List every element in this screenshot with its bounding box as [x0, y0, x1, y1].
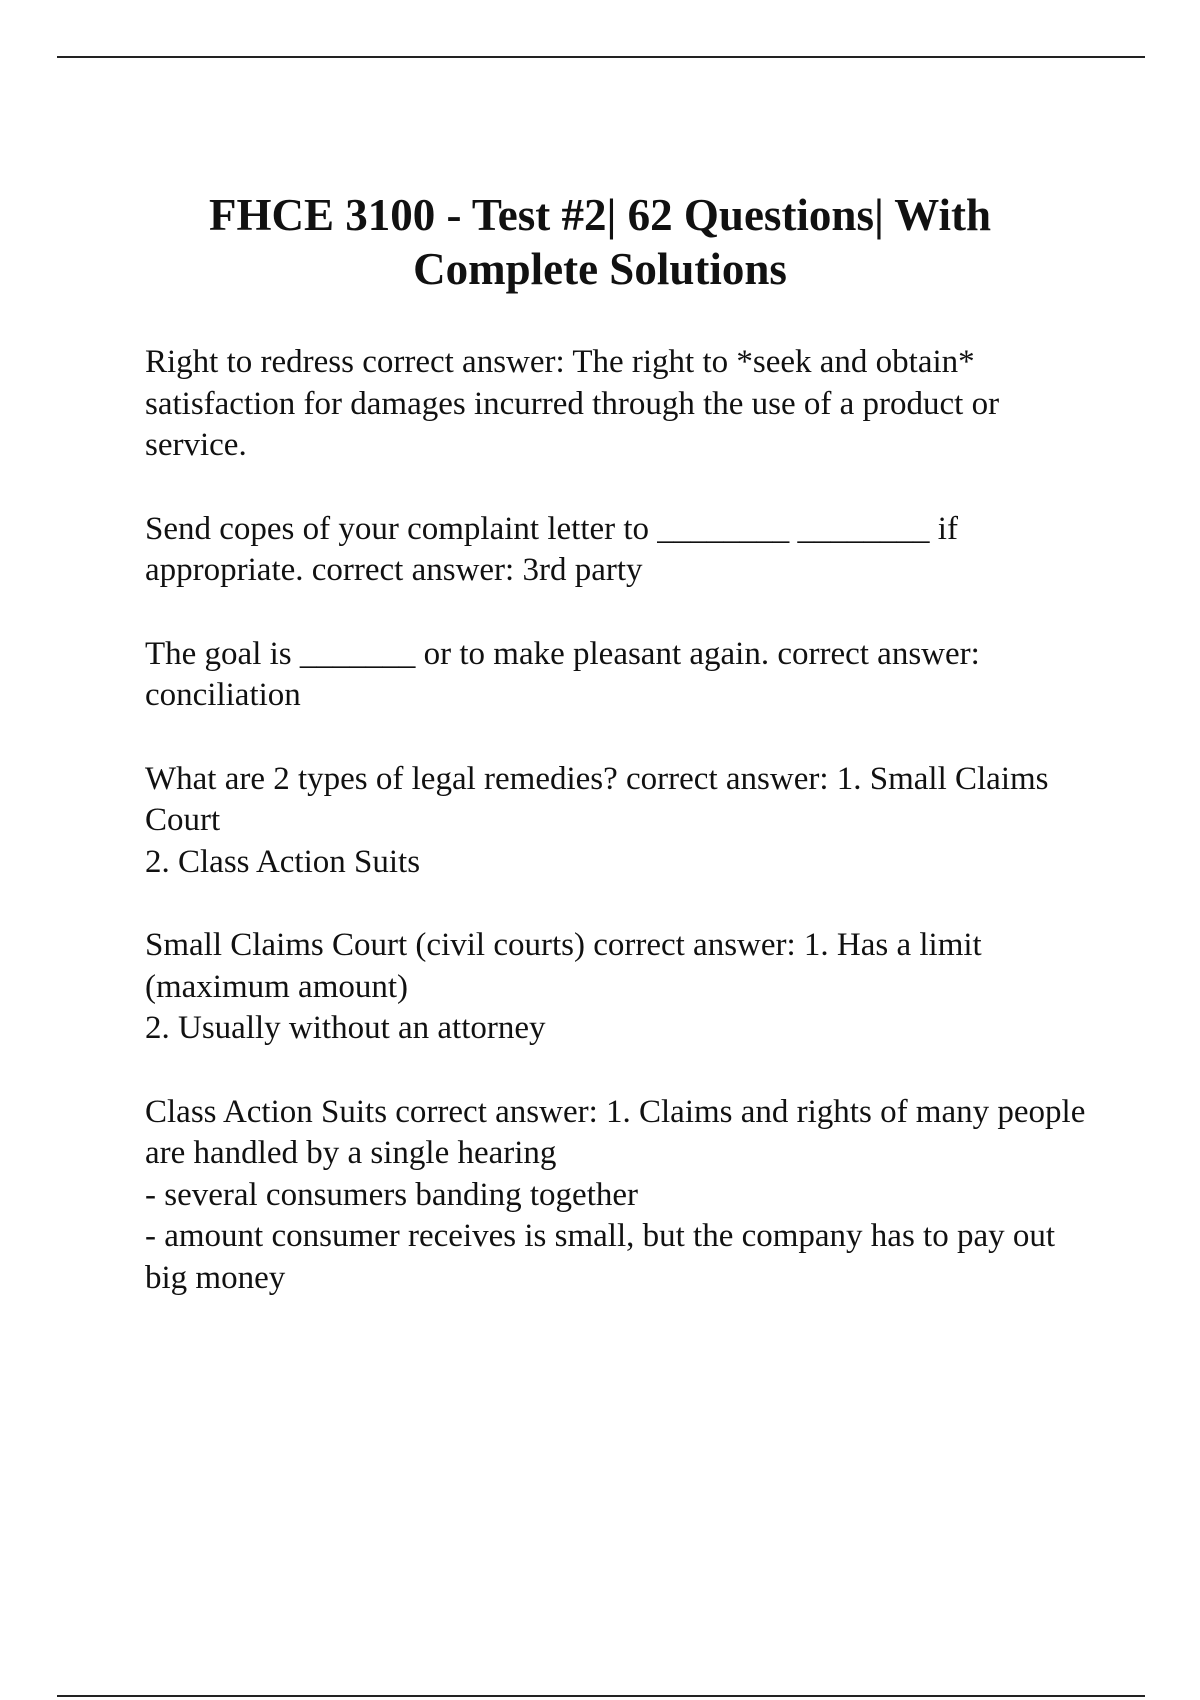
qa-entry-complaint-letter: Send copes of your complaint letter to ________ ________ if appropriate. correct answer: 3rd party [145, 510, 958, 588]
qa-entry-goal-conciliation: The goal is _______ or to make pleasant again. correct answer: conciliation [145, 635, 980, 713]
top-rule [57, 56, 1145, 58]
title-line-2: Complete Solutions [413, 244, 787, 294]
bottom-rule [57, 1695, 1145, 1697]
document-title [100, 188, 1100, 296]
qa-entry-right-to-redress: Right to redress correct answer: The right to *seek and obtain* satisfaction for damages incurred through the use of a product or service. [145, 344, 1000, 463]
qa-entry-class-action-suits: Class Action Suits correct answer: 1. Claims and rights of many people are handled by a single hearing - several consumers banding together - amount consumer receives is small, but the company has to pay out big money [145, 1093, 1086, 1296]
qa-list [145, 342, 1095, 1341]
qa-entry-small-claims-court: Small Claims Court (civil courts) correct answer: 1. Has a limit (maximum amount) 2. Usually without an attorney [145, 927, 982, 1046]
qa-entry-legal-remedies: What are 2 types of legal remedies? correct answer: 1. Small Claims Court 2. Class Action Suits [145, 760, 1049, 880]
title-line-1: FHCE 3100 - Test #2| 62 Questions| With [208, 190, 992, 240]
